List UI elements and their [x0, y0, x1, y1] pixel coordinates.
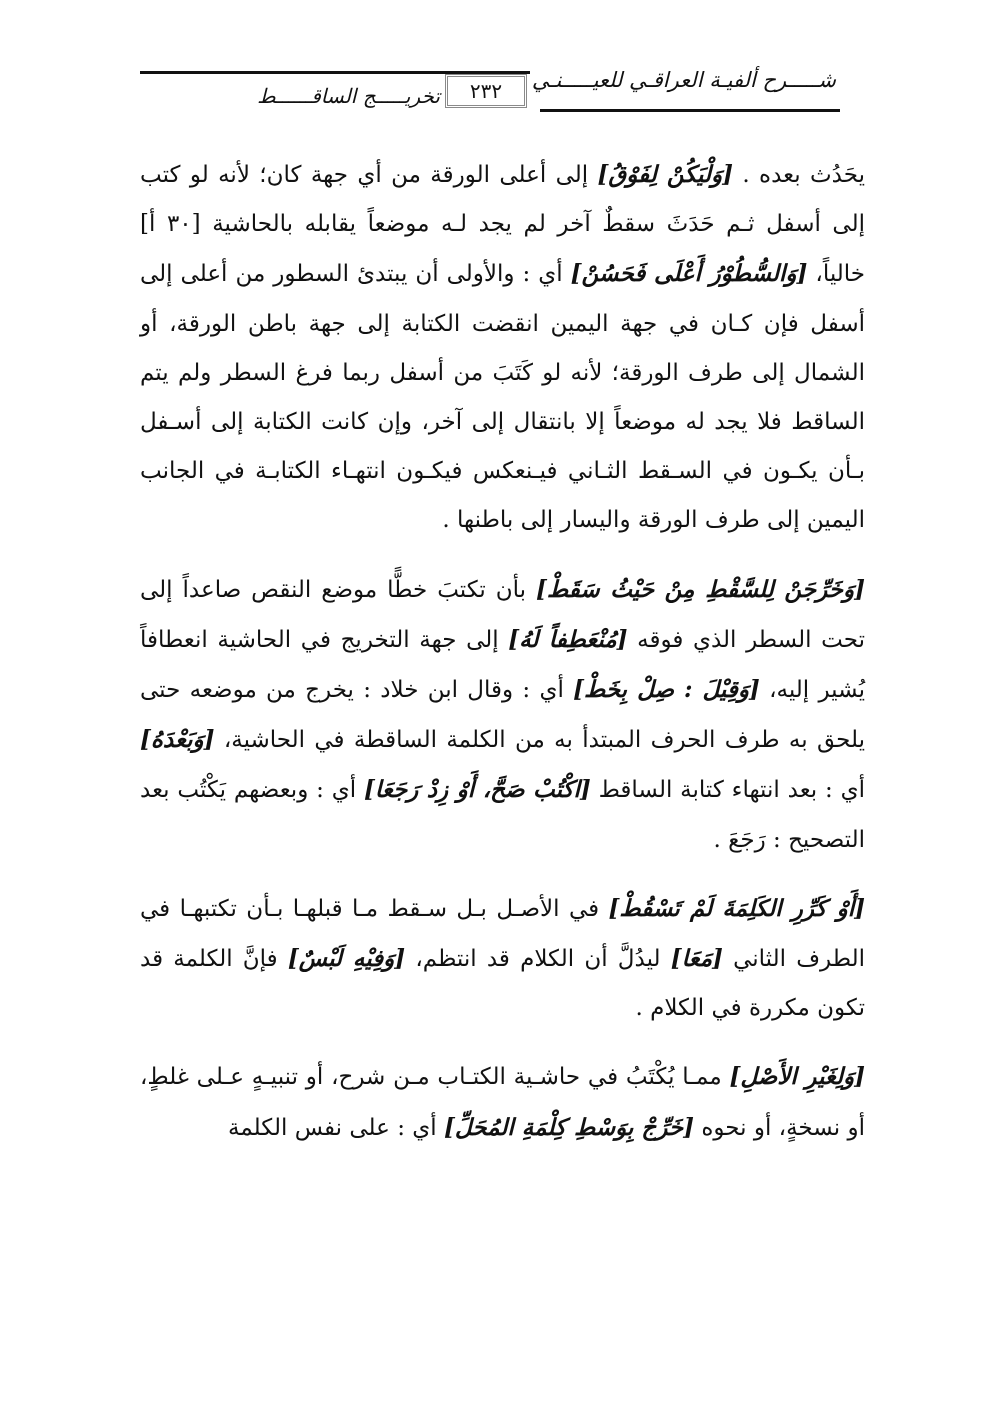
- verse-quote: [وَخَرِّجَنْ لِلسَّقْطِ مِنْ حَيْثُ سَقَطْ]: [536, 575, 865, 603]
- header-rule-bottom: [540, 109, 840, 112]
- paragraph: [140, 150, 865, 546]
- page-body: [140, 150, 865, 1153]
- verse-quote: [أَوْ كَرِّرِ الكَلِمَةَ لَمْ تَسْقُطْ]: [608, 894, 865, 922]
- commentary-text: أي : وبعضهم يَكْتُب بعد التصحيح : رَجَعَ .: [140, 777, 865, 853]
- page-number: ٢٣٢: [445, 74, 527, 108]
- verse-quote: [مَعَا]: [670, 945, 723, 973]
- commentary-text: أي : بعد انتهاء كتابة الساقط: [590, 777, 865, 804]
- commentary-text: ليدُلَّ أن الكلام قد انتظم،: [405, 946, 671, 973]
- paragraph: [140, 565, 865, 865]
- verse-quote: [اكْتُبْ صَحَّ، أَوْ زِدْ رَجَعَا]: [363, 776, 591, 804]
- commentary-text: ممـا يُكْتَبُ في حاشـية الكتـاب مـن شرح، أو تنبيـهٍ عـلى غلطٍ، أو نسخةٍ، أو نحوه: [140, 1064, 865, 1141]
- commentary-text: إلى أعلى الورقة من أي جهة كان؛ لأنه لو كتب إلى أسفل ثـم حَدَثَ سقطٌ آخر لم يجد لـه موضعاً يقابله بالحاشية [٣٠ أ] خالياً،: [140, 162, 865, 288]
- commentary-text: فإنَّ الكلمة قد تكون مكررة في الكلام .: [140, 946, 865, 1022]
- verse-quote: [مُنْعَطِفاً لَهُ]: [508, 625, 628, 653]
- verse-quote: [وَقِيْلَ : صِلْ بِخَطْ]: [573, 676, 760, 704]
- running-header: [140, 66, 840, 114]
- commentary-text: يحَدُث بعده .: [733, 162, 865, 188]
- book-title: شـــــرح ألفيـة العراقـي للعيـــــنـي: [531, 68, 836, 92]
- verse-quote: [وَفِيْهِ لَبْسٌ]: [287, 945, 406, 973]
- commentary-text: بأن تكتبَ خطًّا موضع النقص صاعداً إلى تحت السطر الذي فوقه: [140, 576, 865, 653]
- paragraph: [140, 884, 865, 1034]
- commentary-text: في الأصـل بـل سـقط مـا قبلهـا بـأن تكتبهـا في الطرف الثاني: [140, 895, 865, 973]
- commentary-text: أي : وقال ابن خلاد : يخرج من موضعه حتى يلحق به طرف الحرف المبتدأ به من الكلمة الساقطة في الحاشية،: [140, 677, 865, 754]
- verse-quote: [وَالسُّطُوْرُ أَعْلَى فَحَسُنْ]: [570, 260, 808, 288]
- commentary-text: إلى جهة التخريج في الحاشية انعطافاً يُشير إليه،: [140, 626, 866, 704]
- verse-quote: [وَلِغَيْرِ الأَصْلِ]: [729, 1063, 865, 1091]
- commentary-text: أي : والأولى أن يبتدئ السطور من أعلى إلى أسفل فإن كـان في جهة اليمين انقضت الكتابة إلى جهة باطن الورقة، أو الشمال إلى طرف الورقة؛ لأنه لو كَتَبَ من أسفل ربما فرغ السطر ولم يتم الساقط فلا يجد له موضعاً إلا بانتقال إلى آخر، وإن كانت الكتابة إلى أسـفل بـأن يكـون في السـقط الثـاني فيـنعكس فيكـون انتهـاء الكتابـة في الجانب اليمين إلى طرف الورقة واليسار إلى باطنها .: [140, 261, 865, 534]
- chapter-title: تخريـــــج الساقــــــط: [257, 84, 440, 108]
- verse-quote: [وَلْيَكُنْ لِفَوْقُ]: [597, 161, 733, 188]
- verse-quote: [خَرِّجْ بِوَسْطِ كِلْمَةِ المُحَلِّ]: [443, 1113, 695, 1141]
- verse-quote: [وَبَعْدَهُ]: [140, 726, 215, 754]
- paragraph: [140, 1052, 865, 1152]
- commentary-text: أي : على نفس الكلمة: [228, 1114, 444, 1141]
